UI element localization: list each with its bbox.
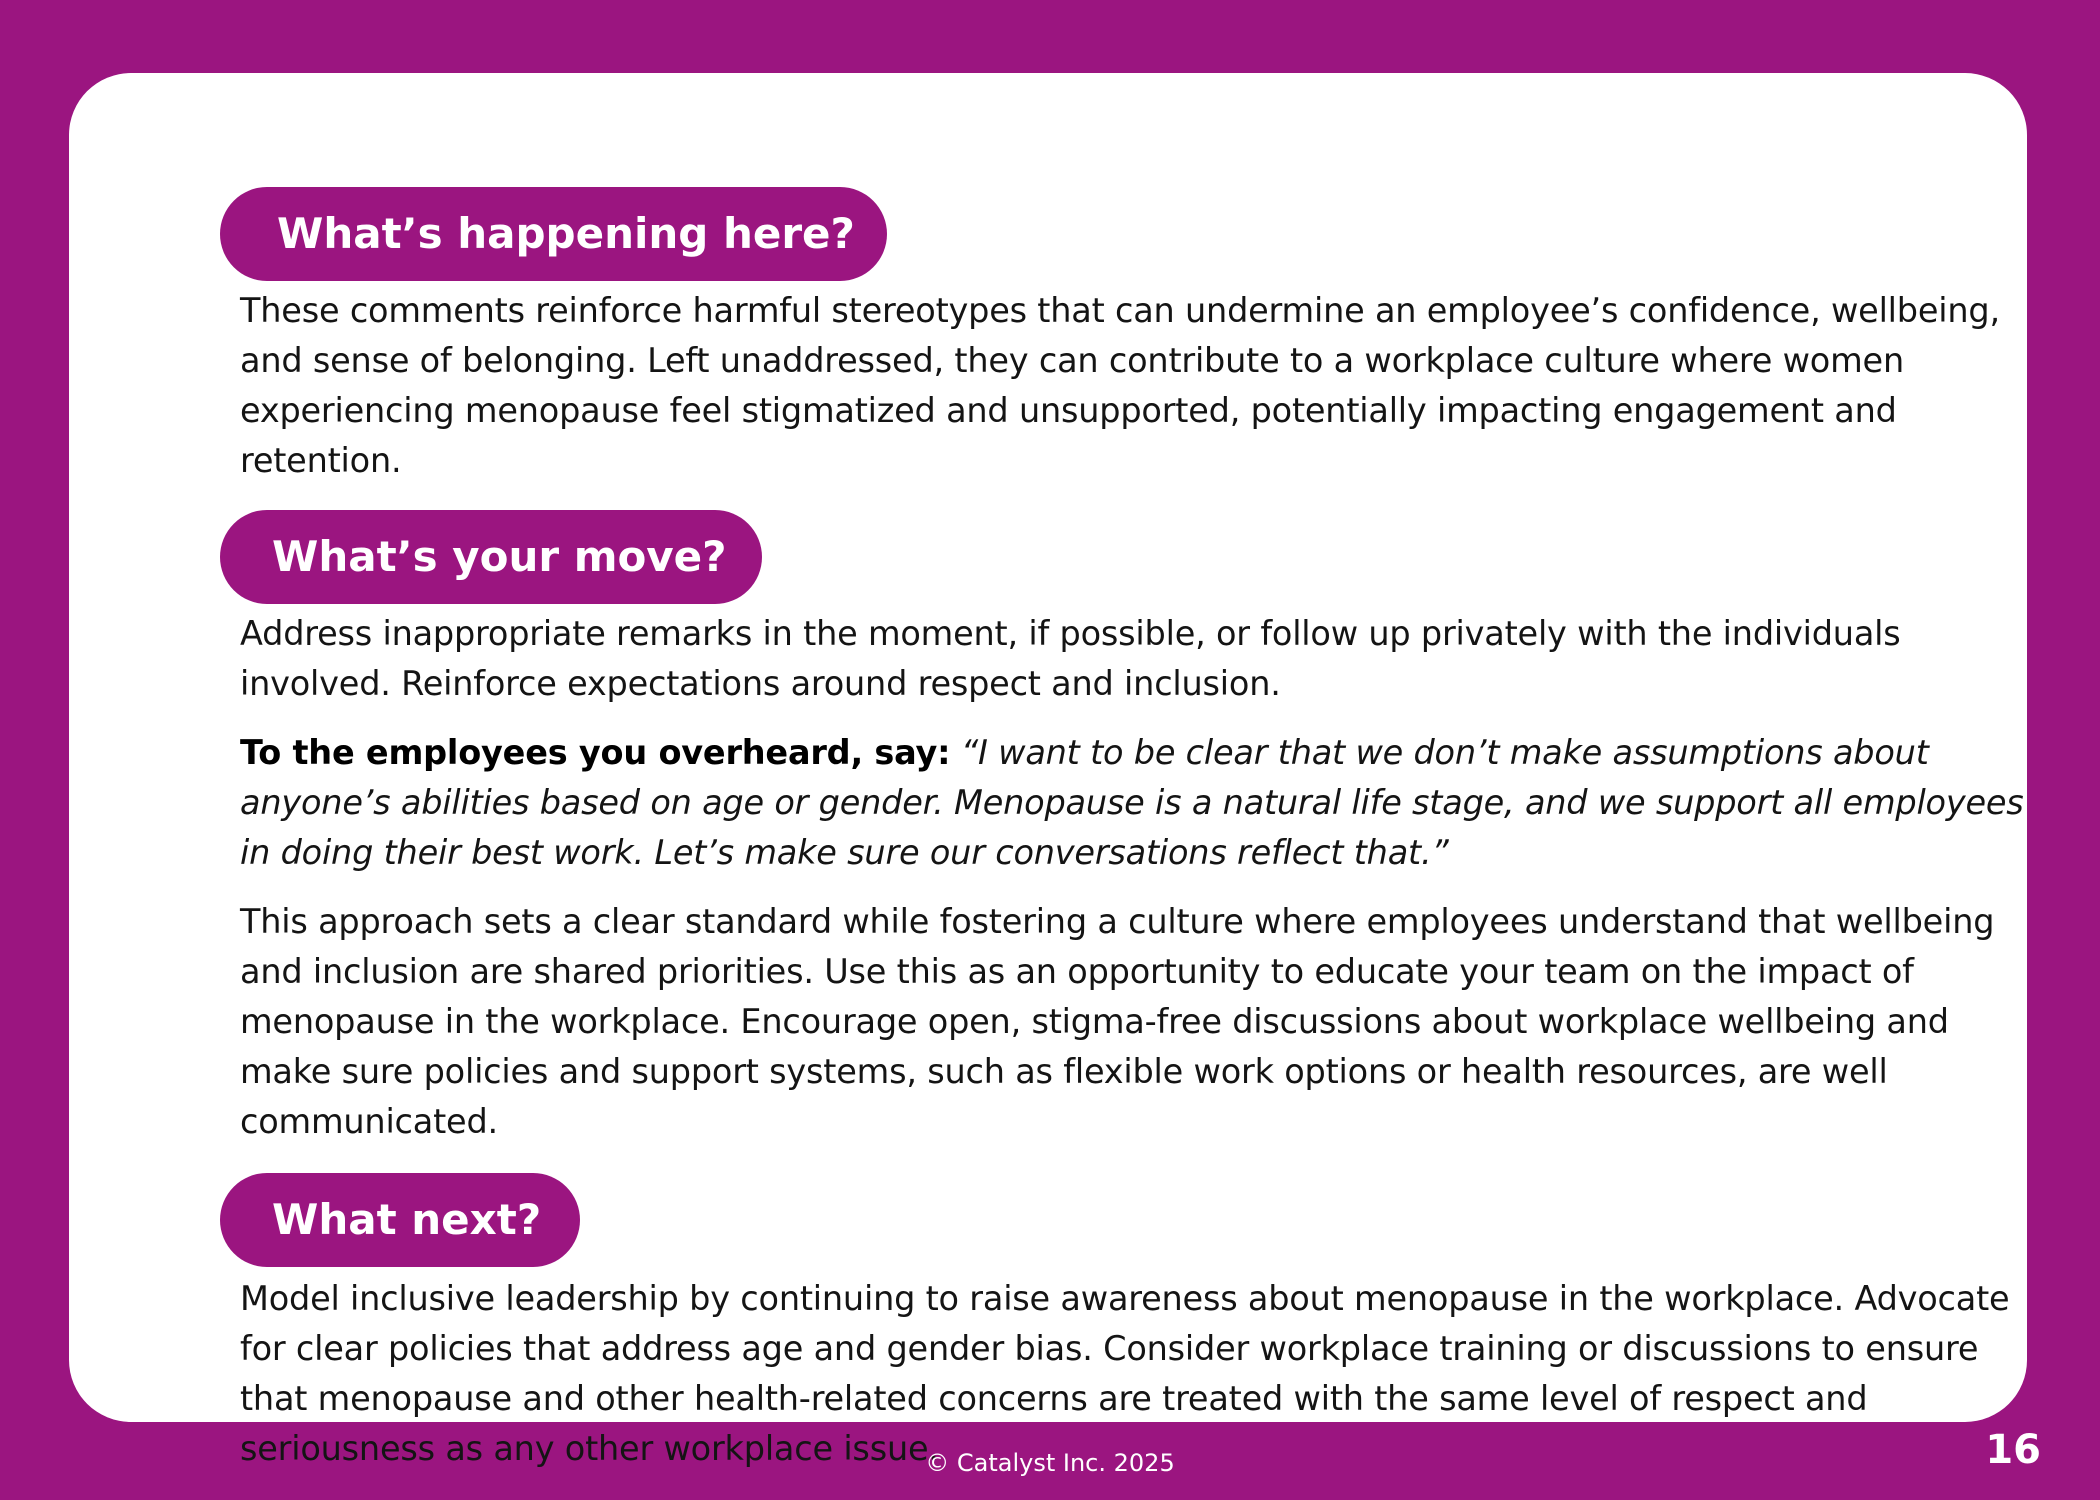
heading-what-next: What next? bbox=[220, 1173, 580, 1267]
paragraph-what-next: Model inclusive leadership by continuing to raise awareness about menopause in the workplace. Advocate for clear policies that address age and gender bias. Consider workplace training or discussions to ensure that menopause and other health-related concerns are treated with the same level of respect and seriousness as any other workplace issue. bbox=[240, 1279, 2010, 1468]
paragraph-script bbox=[240, 728, 2040, 878]
paragraph-whats-your-move: Address inappropriate remarks in the moment, if possible, or follow up privately with the individuals involved. Reinforce expectations around respect and inclusion. bbox=[240, 614, 1901, 703]
page-number: 16 bbox=[1985, 1427, 2041, 1473]
script-quote: “I want to be clear that we don’t make assumptions about anyone’s abilities based on age or gender. Menopause is a natural life stage, and we support all employees in doing their best work. Let’s make sure our conversations reflect that.” bbox=[240, 733, 2024, 872]
footer-copyright: © Catalyst Inc. 2025 bbox=[925, 1449, 1175, 1477]
paragraph-approach: This approach sets a clear standard while fostering a culture where employees understand that wellbeing and inclusion are shared priorities. Use this as an opportunity to educate your team on the impact of menopause in the workplace. Encourage open, stigma-free discussions about workplace wellbeing and make sure policies and support systems, such as flexible work options or health resources, are well communicated. bbox=[240, 902, 1995, 1141]
paragraph-whats-happening: These comments reinforce harmful stereotypes that can undermine an employee’s confidence, wellbeing, and sense of belonging. Left unaddressed, they can contribute to a workplace culture where women experiencing menopause feel stigmatized and unsupported, potentially impacting engagement and retention. bbox=[240, 291, 2000, 480]
script-lead: To the employees you overheard, say: bbox=[240, 733, 951, 772]
heading-whats-happening: What’s happening here? bbox=[220, 187, 887, 281]
heading-whats-your-move: What’s your move? bbox=[220, 510, 762, 604]
